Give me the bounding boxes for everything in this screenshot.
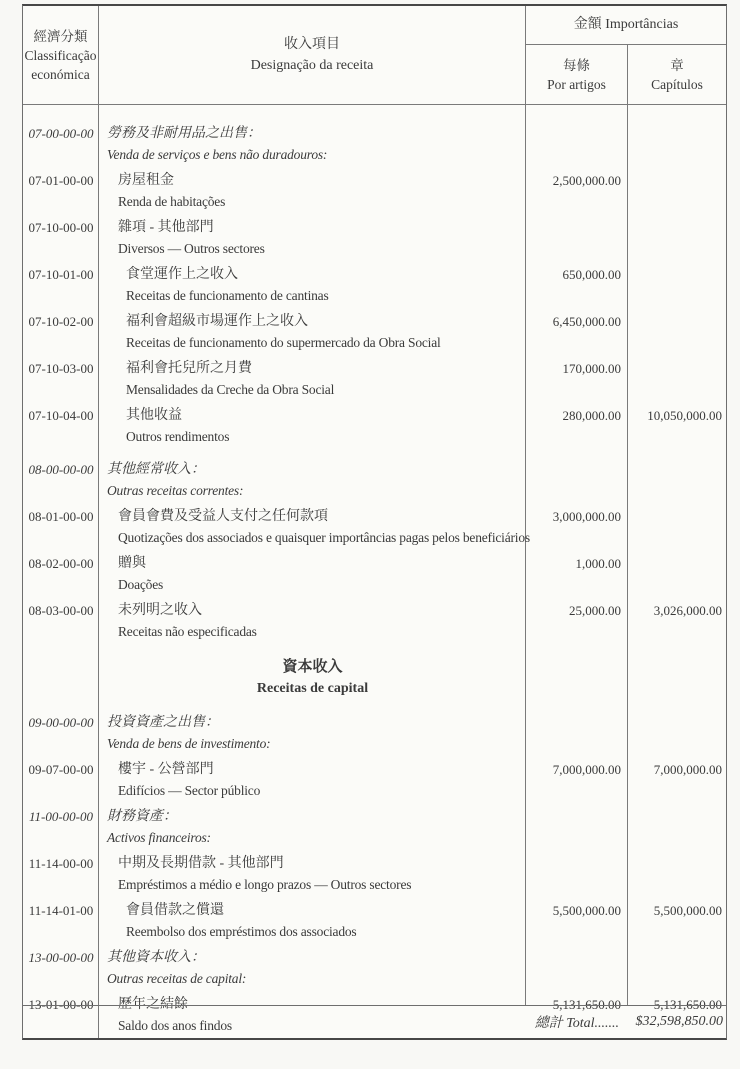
amount-capitulos: 3,026,000.00 xyxy=(653,603,722,618)
economic-classification-code: 07-10-02-00 xyxy=(28,314,94,329)
economic-classification-code: 07-10-03-00 xyxy=(28,361,94,376)
description-pt: Outras receitas correntes: xyxy=(107,483,244,498)
description-zh: 其他經常收入： xyxy=(107,462,205,477)
column-divider-code-footer xyxy=(98,1006,99,1038)
amount-por-artigos: 7,000,000.00 xyxy=(552,762,621,777)
amount-capitulos: 5,131,650.00 xyxy=(653,997,722,1012)
description-cell xyxy=(99,405,526,447)
amount-por-artigos: 280,000.00 xyxy=(562,408,621,423)
description-zh: 投資資產之出售： xyxy=(107,715,219,730)
amount-por-artigos: 170,000.00 xyxy=(562,361,621,376)
header-per-articles-pt: Por artigos xyxy=(547,76,606,92)
description-cell xyxy=(99,459,526,501)
header-per-articles-zh: 每條 xyxy=(563,57,590,73)
header-designation xyxy=(99,6,526,104)
table-row xyxy=(23,264,726,306)
economic-classification-code: 13-00-00-00 xyxy=(28,950,94,965)
table-row xyxy=(23,405,726,447)
header-amounts xyxy=(526,6,726,45)
amount-capitulos: 7,000,000.00 xyxy=(653,762,722,777)
table-row xyxy=(23,506,726,548)
description-cell xyxy=(99,600,526,642)
description-pt: Receitas de funcionamento do supermercado da Obra Social xyxy=(126,335,441,350)
description-zh: 歷年之結餘 xyxy=(118,997,188,1012)
description-pt: Venda de bens de investimento: xyxy=(107,736,271,751)
amount-por-artigos: 1,000.00 xyxy=(575,556,621,571)
description-cell xyxy=(99,553,526,595)
description-pt: Receitas não especificadas xyxy=(118,624,257,639)
amount-por-artigos: 650,000.00 xyxy=(562,267,621,282)
description-zh: 食堂運作上之收入 xyxy=(126,267,238,282)
description-pt: Empréstimos a médio e longo prazos — Outros sectores xyxy=(118,877,412,892)
header-designation-zh: 收入項目 xyxy=(284,37,340,52)
description-cell xyxy=(99,358,526,400)
table-header xyxy=(23,6,726,105)
description-pt: Diversos — Outros sectores xyxy=(118,241,265,256)
header-economic-classification-pt2: económica xyxy=(31,66,90,82)
economic-classification-code: 11-14-00-00 xyxy=(28,856,94,871)
economic-classification-code: 11-14-01-00 xyxy=(28,903,94,918)
description-pt: Mensalidades da Creche da Obra Social xyxy=(126,382,335,397)
description-cell xyxy=(99,853,526,895)
description-cell xyxy=(99,712,526,754)
section-title xyxy=(99,656,526,700)
description-pt: Activos financeiros: xyxy=(107,830,211,845)
description-zh: 福利會托兒所之月費 xyxy=(126,361,252,376)
description-pt: Reembolso dos empréstimos dos associados xyxy=(126,924,357,939)
description-zh: 樓宇 - 公營部門 xyxy=(118,762,214,777)
economic-classification-code: 07-10-00-00 xyxy=(28,220,94,235)
section-title-pt: Receitas de capital xyxy=(256,681,369,696)
economic-classification-code: 07-10-04-00 xyxy=(28,408,94,423)
description-pt: Outros rendimentos xyxy=(126,429,230,444)
table-row xyxy=(23,217,726,259)
description-zh: 其他資本收入： xyxy=(107,950,205,965)
header-chapters-pt: Capítulos xyxy=(651,76,703,92)
description-zh: 其他收益 xyxy=(126,408,182,423)
header-economic-classification-zh: 經濟分類 xyxy=(33,28,88,44)
amount-por-artigos: 2,500,000.00 xyxy=(552,173,621,188)
total-row xyxy=(23,1005,726,1038)
revenue-table xyxy=(22,4,727,1040)
table-row xyxy=(23,459,726,501)
description-zh: 中期及長期借款 - 其他部門 xyxy=(118,856,284,871)
economic-classification-code: 07-10-01-00 xyxy=(28,267,94,282)
description-cell xyxy=(99,311,526,353)
economic-classification-code: 08-01-00-00 xyxy=(28,509,94,524)
table-row xyxy=(23,600,726,642)
table-row xyxy=(23,806,726,848)
economic-classification-code: 08-00-00-00 xyxy=(28,462,94,477)
economic-classification-code: 07-01-00-00 xyxy=(28,173,94,188)
description-zh: 雜項 - 其他部門 xyxy=(118,220,214,235)
header-amounts-zh: 金額 xyxy=(573,17,602,32)
amount-por-artigos: 6,450,000.00 xyxy=(552,314,621,329)
table-row xyxy=(23,170,726,212)
amount-capitulos: 5,500,000.00 xyxy=(653,903,722,918)
header-amounts-pt: Importâncias xyxy=(605,17,679,32)
description-cell xyxy=(99,806,526,848)
description-pt: Renda de habitações xyxy=(118,194,226,209)
description-zh: 會員借款之償還 xyxy=(126,903,224,918)
description-zh: 房屋租金 xyxy=(118,173,174,188)
grand-total-value: $32,598,850.00 xyxy=(635,1014,723,1029)
description-cell xyxy=(99,264,526,306)
amount-por-artigos: 5,131,650.00 xyxy=(552,997,621,1012)
header-amounts-subcolumns xyxy=(526,45,726,104)
header-economic-classification xyxy=(23,6,99,104)
description-cell xyxy=(99,506,530,548)
economic-classification-code: 09-07-00-00 xyxy=(28,762,94,777)
description-cell xyxy=(99,170,526,212)
description-zh: 會員會費及受益人支付之任何款項 xyxy=(118,509,328,524)
header-economic-classification-pt: Classificação xyxy=(24,47,97,63)
economic-classification-code: 09-00-00-00 xyxy=(28,715,94,730)
table-row xyxy=(23,358,726,400)
header-chapters-zh: 章 xyxy=(670,57,684,73)
description-cell xyxy=(99,947,526,989)
amount-por-artigos: 3,000,000.00 xyxy=(552,509,621,524)
economic-classification-code: 11-00-00-00 xyxy=(28,809,94,824)
description-pt: Receitas de funcionamento de cantinas xyxy=(126,288,329,303)
header-designation-pt: Designação da receita xyxy=(250,58,374,73)
economic-classification-code: 07-00-00-00 xyxy=(28,126,94,141)
amount-capitulos: 10,050,000.00 xyxy=(647,408,722,423)
description-zh: 未列明之收入 xyxy=(118,603,202,618)
description-cell xyxy=(99,900,526,942)
description-zh: 贈與 xyxy=(118,556,146,571)
economic-classification-code: 08-02-00-00 xyxy=(28,556,94,571)
table-row xyxy=(23,553,726,595)
description-zh: 財務資產： xyxy=(107,809,177,824)
description-zh: 勞務及非耐用品之出售： xyxy=(107,126,261,141)
description-zh: 福利會超級市場運作上之收入 xyxy=(126,314,308,329)
amount-por-artigos: 5,500,000.00 xyxy=(552,903,621,918)
description-pt: Saldo dos anos findos xyxy=(118,1018,232,1033)
grand-total-label: 總計 Total....... xyxy=(534,1016,619,1031)
description-cell xyxy=(99,217,526,259)
description-pt: Quotizações dos associados e quaisquer importâncias pagas pelos beneficiários xyxy=(118,530,530,545)
header-per-articles xyxy=(526,45,628,104)
table-row xyxy=(23,853,726,895)
table-row xyxy=(23,900,726,942)
description-pt: Doações xyxy=(118,577,164,592)
economic-classification-code: 08-03-00-00 xyxy=(28,603,94,618)
table-row xyxy=(23,123,726,165)
table-row xyxy=(23,759,726,801)
description-pt: Venda de serviços e bens não duradouros: xyxy=(107,147,328,162)
table-row xyxy=(23,947,726,989)
description-pt: Edifícios — Sector público xyxy=(118,783,261,798)
section-title-zh: 資本收入 xyxy=(282,659,343,675)
table-row xyxy=(23,311,726,353)
description-pt: Outras receitas de capital: xyxy=(107,971,247,986)
description-cell xyxy=(99,759,526,801)
amount-por-artigos: 25,000.00 xyxy=(569,603,621,618)
header-amounts-group xyxy=(526,6,726,104)
economic-classification-code: 13-01-00-00 xyxy=(28,997,94,1012)
table-row xyxy=(23,712,726,754)
header-chapters xyxy=(628,45,726,104)
description-cell xyxy=(99,123,526,165)
